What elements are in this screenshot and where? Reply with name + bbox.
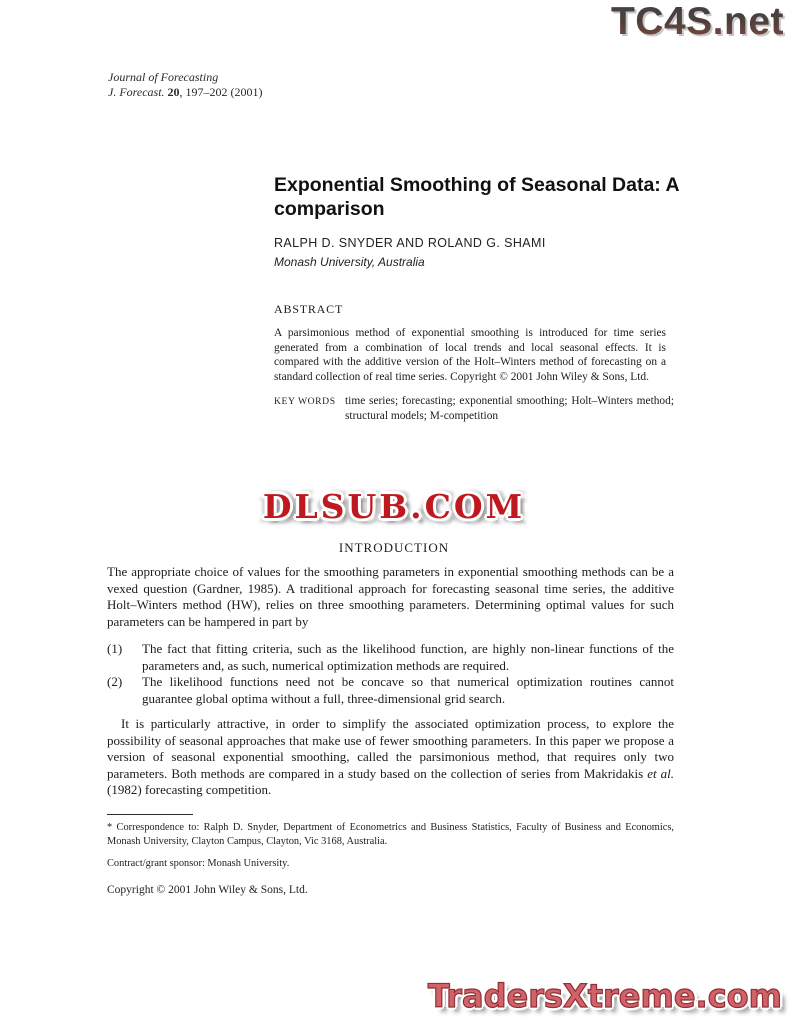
keywords-text: time series; forecasting; exponential smoothing; Holt–Winters method; structural models; M-competition bbox=[345, 395, 674, 422]
intro-paragraph-2 bbox=[107, 716, 674, 799]
tc4s-watermark: TC4S.net bbox=[610, 0, 784, 43]
list-item-text: The likelihood functions need not be concave so that numerical optimization routines cannot guarantee global optima without a full, three-dimensional grid search. bbox=[142, 674, 674, 706]
page-title: Exponential Smoothing of Seasonal Data: A comparison bbox=[274, 174, 679, 220]
paragraph-text: It is particularly attractive, in order to simplify the associated optimization process, to explore the possibility of seasonal approaches that make use of fewer smoothing parameters. In this paper we propose a version of seasonal exponential smoothing, called the parsimonious method, that requires only two parameters. Both methods are compared in a study based on the collection of series from Makridakis bbox=[107, 716, 674, 781]
et-al-citation: et al. bbox=[647, 765, 674, 781]
correspondence-footnote: * Correspondence to: Ralph D. Snyder, Department of Econometrics and Business Statistics, Faculty of Business and Economics, Monash University, Clayton Campus, Clayton, Vic 3168, Australia. bbox=[107, 822, 674, 847]
numbered-list bbox=[107, 641, 674, 707]
intro-paragraph-1: The appropriate choice of values for the smoothing parameters in exponential smoothing methods can be a vexed question (Gardner, 1985). A traditional approach for forecasting seasonal time series, the additive Holt–Winters method (HW), relies on three smoothing parameters. Determining optimal values for such parameters can be hampered in part by bbox=[107, 564, 674, 629]
authors: RALPH D. SNYDER AND ROLAND G. SHAMI bbox=[274, 236, 546, 250]
list-item-number: (2) bbox=[107, 674, 123, 689]
citation-volume: 20 bbox=[164, 85, 180, 99]
citation-pages: , 197–202 (2001) bbox=[179, 85, 263, 99]
journal-citation bbox=[108, 85, 263, 100]
journal-header bbox=[108, 70, 263, 100]
list-item bbox=[107, 641, 674, 674]
keywords-row bbox=[274, 394, 674, 423]
introduction-heading: INTRODUCTION bbox=[338, 540, 450, 555]
keywords-label: KEY WORDS bbox=[274, 395, 336, 407]
copyright-line: Copyright © 2001 John Wiley & Sons, Ltd. bbox=[107, 884, 308, 896]
abstract-heading: ABSTRACT bbox=[274, 302, 344, 316]
tradersxtreme-watermark: TradersXtreme.com bbox=[427, 977, 782, 1015]
sponsor-footnote: Contract/grant sponsor: Monash University. bbox=[107, 858, 290, 869]
title-abstract-column bbox=[274, 174, 678, 424]
citation-abbrev: J. Forecast. bbox=[108, 85, 165, 99]
paragraph-text: (1982) forecasting competition. bbox=[107, 782, 272, 797]
abstract-text: A parsimonious method of exponential smoothing is introduced for time series generated from a combination of local trends and local seasonal effects. It is compared with the additive version of the Holt–Winters method of forecasting on a standard collection of real time series. Copyright © 2001 John Wiley & Sons, Ltd. bbox=[274, 327, 666, 383]
footnotes bbox=[107, 814, 674, 896]
list-item-number: (1) bbox=[107, 641, 123, 656]
journal-name: Journal of Forecasting bbox=[108, 70, 219, 84]
list-item-text: The fact that fitting criteria, such as the likelihood function, are highly non-linear functions of the parameters and, as such, numerical optimization methods are required. bbox=[142, 641, 674, 673]
introduction-body bbox=[107, 564, 674, 799]
dlsub-watermark: DLSUB.COM bbox=[262, 487, 526, 526]
affiliation: Monash University, Australia bbox=[274, 255, 425, 269]
list-item bbox=[107, 674, 674, 707]
footnote-divider bbox=[107, 814, 193, 815]
